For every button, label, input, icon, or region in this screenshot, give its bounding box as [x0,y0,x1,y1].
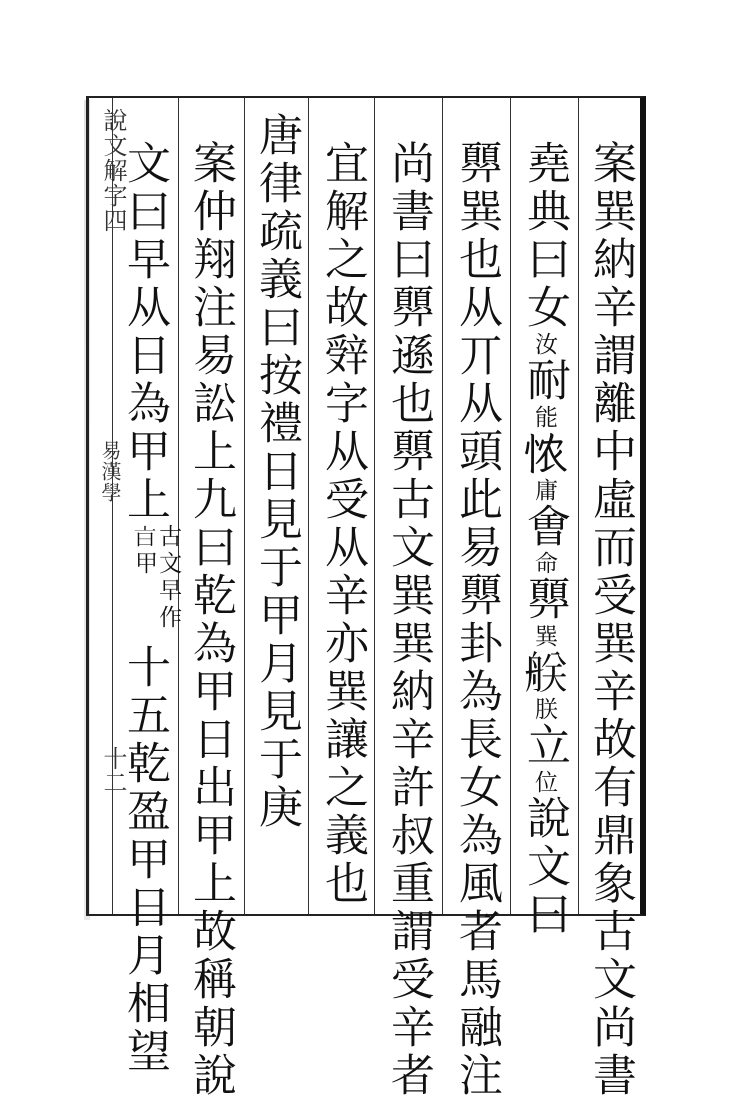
main-text: 文曰早从日為甲上 [119,140,170,524]
text-column-2 [519,140,570,939]
main-text: 尚書曰顨遜也顨古文巽巽納辛許叔重謂受辛者 [383,140,434,1100]
annotation-gloss: 巽 [531,624,557,649]
margin-series-title: 易漢學 [98,440,122,503]
text-column-7 [185,140,236,1100]
main-text: 立 [519,722,570,770]
main-text: 堯典曰女 [519,140,570,332]
main-text: 𦨶 [519,649,570,697]
main-text: 𢙐 [519,430,570,478]
annotation-gloss: 汝 [531,332,557,357]
annotation-gloss: 庸 [531,478,557,503]
column-rule [442,98,443,914]
column-rule [308,98,309,914]
main-text: 十五乾盈甲日月相望 [119,644,170,1076]
text-column-8 [119,140,182,1076]
main-text: 說文曰 [519,795,570,939]
main-text: 宜解之故辤字从受从辛亦巽讓之義也 [317,140,368,908]
annotation-gloss: 命 [531,551,557,576]
column-rule [244,98,245,914]
column-rule [510,98,511,914]
annotation-gloss: 朕 [531,697,557,722]
annotation-gloss: 能 [531,405,557,430]
text-column-1 [585,140,636,1100]
main-text: 唐律疏義曰按禮日見于甲月見于庚 [251,112,302,832]
column-rule [578,98,579,914]
text-column-5 [317,140,368,908]
main-text: 顨巽也从丌从頭此易顨卦為長女為風者馬融注 [451,140,502,1100]
main-text: 㑹 [519,503,570,551]
main-text: 案仲翔注易訟上九曰乾為甲日出甲上故稱朝說 [185,140,236,1100]
interlinear-note: 古文早作𣅀甲 [131,524,182,632]
text-column-3 [451,140,502,1100]
annotation-gloss: 位 [531,770,557,795]
main-text: 案巽納辛謂離中虛而受巽辛故有鼎象古文尚書 [585,140,636,1100]
text-column-4 [383,140,434,1100]
text-column-6 [251,112,302,832]
column-rule [374,98,375,914]
page-number: 十二 [99,746,127,794]
main-text: 顨 [519,576,570,624]
main-text: 耐 [519,357,570,405]
margin-book-title: 說文解字四 [99,108,127,233]
